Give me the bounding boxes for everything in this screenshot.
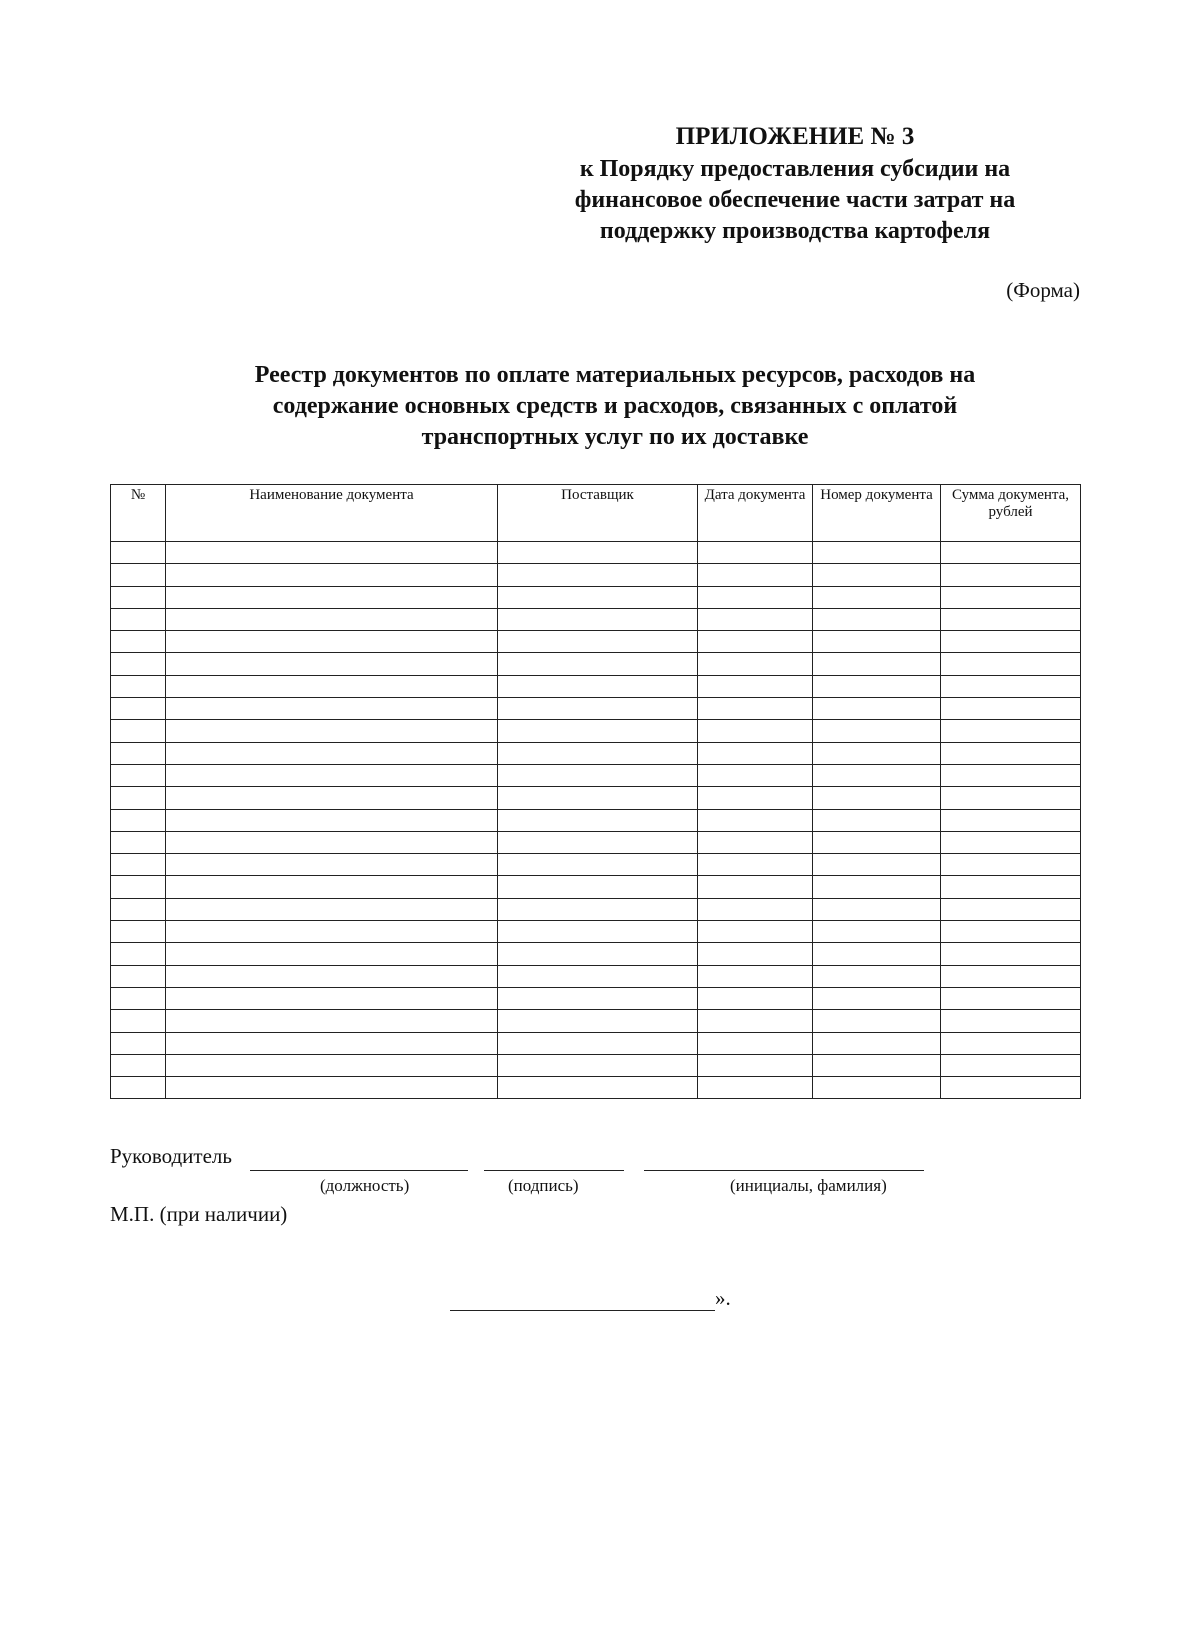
table-cell [698,653,813,675]
hint-position: (должность) [320,1176,410,1195]
table-row [111,586,1081,608]
table-cell [813,742,941,764]
table-cell [941,876,1081,898]
name-line [644,1170,924,1171]
appendix-header [520,120,1070,247]
table-cell [698,698,813,720]
table-cell [941,831,1081,853]
table-cell [111,653,166,675]
table-cell [941,809,1081,831]
table-cell [813,564,941,586]
table-cell [813,1077,941,1099]
table-cell [166,698,498,720]
appendix-line-2: финансовое обеспечение части затрат на [574,187,1016,213]
table-cell [813,608,941,630]
register-title-line-3: транспортных услуг по их доставке [421,424,809,450]
table-cell [166,787,498,809]
table-cell [698,943,813,965]
table-cell [698,720,813,742]
table-cell [111,787,166,809]
table-cell [166,675,498,697]
header-supplier: Поставщик [498,485,698,542]
table-cell [941,965,1081,987]
table-cell [166,1010,498,1032]
table-row [111,653,1081,675]
table-cell [166,631,498,653]
table-cell [498,965,698,987]
table-cell [111,764,166,786]
table-cell [111,742,166,764]
table-cell [111,831,166,853]
table-cell [941,1054,1081,1076]
table-cell [813,586,941,608]
table-cell [111,987,166,1009]
table-row [111,1010,1081,1032]
table-cell [166,653,498,675]
table-row [111,876,1081,898]
table-cell [813,675,941,697]
closing-quote: ». [715,1286,731,1310]
table-cell [111,965,166,987]
table-cell [941,1077,1081,1099]
table-cell [813,542,941,564]
signature-row [110,1144,1050,1176]
table-cell [813,720,941,742]
table-cell [941,1032,1081,1054]
appendix-line-1: к Порядку предоставления субсидии на [579,156,1011,182]
table-cell [941,921,1081,943]
table-cell [498,987,698,1009]
signature-block [110,1144,1050,1227]
appendix-title: ПРИЛОЖЕНИЕ № 3 [675,123,915,150]
table-cell [941,675,1081,697]
closing-mark [450,1286,731,1311]
table-cell [698,764,813,786]
head-label: Руководитель [110,1144,232,1168]
stamp-label: М.П. (при наличии) [110,1202,288,1226]
table-cell [941,787,1081,809]
table-cell [498,1032,698,1054]
table-cell [813,854,941,876]
table-cell [698,564,813,586]
appendix-line-3: поддержку производства картофеля [599,218,991,244]
closing-line [450,1286,715,1311]
table-row [111,1032,1081,1054]
table-cell [941,608,1081,630]
table-cell [698,987,813,1009]
table-cell [698,876,813,898]
table-cell [498,1077,698,1099]
table-cell [813,1054,941,1076]
table-row [111,898,1081,920]
signature-line [484,1170,624,1171]
table-cell [813,698,941,720]
table-cell [698,854,813,876]
table-cell [166,764,498,786]
table-cell [166,987,498,1009]
table-cell [111,698,166,720]
table-cell [166,898,498,920]
table-row [111,965,1081,987]
table-cell [941,631,1081,653]
table-cell [498,720,698,742]
table-cell [111,608,166,630]
table-cell [698,608,813,630]
table-cell [166,542,498,564]
table-cell [498,698,698,720]
table-cell [498,898,698,920]
table-row [111,987,1081,1009]
table-cell [166,965,498,987]
form-label: (Форма) [1006,278,1080,302]
table-row [111,787,1081,809]
table-cell [498,1010,698,1032]
table-cell [941,764,1081,786]
position-line [250,1170,468,1171]
table-cell [498,564,698,586]
table-cell [698,1010,813,1032]
table-row [111,854,1081,876]
table-cell [111,876,166,898]
table-cell [698,787,813,809]
table-cell [941,943,1081,965]
table-cell [941,542,1081,564]
table-row [111,943,1081,965]
table-row [111,675,1081,697]
table-cell [111,1054,166,1076]
register-title [150,360,1080,453]
table-cell [698,921,813,943]
table-row [111,921,1081,943]
table-cell [498,831,698,853]
table-cell [813,965,941,987]
signature-hints [110,1176,1050,1202]
table-cell [698,898,813,920]
table-body [111,542,1081,1099]
table-cell [166,586,498,608]
table-row [111,809,1081,831]
table-cell [498,943,698,965]
table-cell [941,898,1081,920]
table-cell [111,1010,166,1032]
table-cell [111,1032,166,1054]
table-row [111,698,1081,720]
table-cell [166,831,498,853]
table-cell [498,675,698,697]
table-cell [813,921,941,943]
table-cell [698,965,813,987]
documents-register-table [110,484,1081,1099]
table-cell [498,876,698,898]
table-cell [166,1032,498,1054]
table-cell [698,631,813,653]
table-cell [111,921,166,943]
table-cell [166,943,498,965]
table-cell [166,1077,498,1099]
table-row [111,631,1081,653]
header-document-name: Наименование документа [166,485,498,542]
table-cell [111,720,166,742]
hint-signature: (подпись) [508,1176,579,1195]
table-cell [941,854,1081,876]
table-cell [111,586,166,608]
table-cell [498,854,698,876]
table-cell [111,854,166,876]
table-cell [166,608,498,630]
table-cell [941,720,1081,742]
hint-name: (инициалы, фамилия) [730,1176,887,1195]
table-cell [698,831,813,853]
table-cell [498,653,698,675]
table-row [111,1077,1081,1099]
table-cell [813,987,941,1009]
table-cell [813,1010,941,1032]
register-title-line-2: содержание основных средств и расходов, связанных с оплатой [272,393,958,419]
table-cell [166,876,498,898]
table-cell [166,1054,498,1076]
table-row [111,608,1081,630]
table-cell [111,898,166,920]
table-cell [813,831,941,853]
table-cell [941,586,1081,608]
table-cell [166,854,498,876]
table-cell [498,608,698,630]
table-cell [941,1010,1081,1032]
table-cell [498,787,698,809]
table-cell [813,787,941,809]
table-cell [498,921,698,943]
table-cell [813,1032,941,1054]
table-cell [498,586,698,608]
table-row [111,764,1081,786]
table-row [111,831,1081,853]
table-row [111,564,1081,586]
table-cell [111,675,166,697]
table-cell [813,876,941,898]
table-cell [813,809,941,831]
header-document-number: Номер документа [813,485,941,542]
table-row [111,742,1081,764]
table-cell [941,653,1081,675]
table-cell [941,987,1081,1009]
table-row [111,720,1081,742]
table-header-row [111,485,1081,542]
table-cell [941,564,1081,586]
header-number: № [111,485,166,542]
table-cell [698,742,813,764]
table-cell [813,943,941,965]
table-cell [813,898,941,920]
register-title-line-1: Реестр документов по оплате материальных ресурсов, расходов на [254,362,976,388]
table-cell [941,698,1081,720]
table-row [111,542,1081,564]
table-cell [111,809,166,831]
table-cell [166,564,498,586]
table-cell [111,943,166,965]
table-cell [813,764,941,786]
table-cell [498,1054,698,1076]
table-cell [813,631,941,653]
table-cell [698,1077,813,1099]
table-cell [498,809,698,831]
header-document-sum: Сумма документа, рублей [941,485,1081,542]
table-cell [498,742,698,764]
table-cell [698,1032,813,1054]
table-cell [813,653,941,675]
table-cell [111,542,166,564]
table-cell [698,542,813,564]
table-cell [166,720,498,742]
table-cell [698,675,813,697]
table-cell [111,564,166,586]
table-cell [498,542,698,564]
table-cell [698,1054,813,1076]
table-cell [166,742,498,764]
table-cell [941,742,1081,764]
table-cell [698,809,813,831]
table-cell [111,1077,166,1099]
header-document-date: Дата документа [698,485,813,542]
table-row [111,1054,1081,1076]
table-cell [698,586,813,608]
table-cell [111,631,166,653]
table-cell [166,921,498,943]
table-cell [498,631,698,653]
table-cell [498,764,698,786]
table-cell [166,809,498,831]
